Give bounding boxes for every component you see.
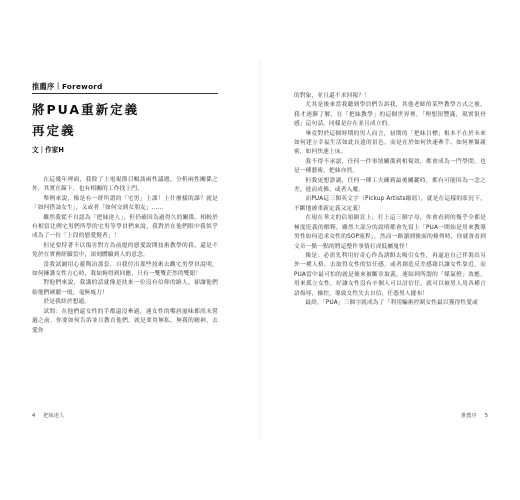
section-rule (32, 93, 218, 94)
running-title: 把妹達人 (43, 413, 65, 419)
paragraph: 雖然我從不自認為「把妹達人」，但仍確因為過得久的關係，相較於有相當比例宅男們所學的宅男等學員們來說，我對於在他們眼中我似乎成為了一位「上段的戀愛賢者」！ (32, 214, 218, 240)
right-page (262, 0, 520, 500)
paragraph: 對他們來說，我講的話就像是扶來一位沒有信仰的路人，卻讓他們始他們硬聽一般，毫無威力！ (32, 280, 218, 296)
paragraph: 舉例來說，像是有一群所謂的「宅男」上課！上什麼樣的課？就是「如何搭訕女生」，又或者「如何交到女朋友」…… (32, 195, 218, 212)
paragraph: 但是要特著不以傷害對方為前提的戀愛說開技術教學的我，還是不免於在實務經驗當中，深刻體驗到人的意念。 (32, 242, 218, 259)
paragraph: 在這幾年裡面，我除了上電視節目暢談兩性議題、分析兩性關係之外，其實在線下，也有相關的工作找上門。 (32, 177, 218, 193)
running-title: 推薦序 (461, 413, 477, 419)
left-page (0, 0, 258, 500)
paragraph: 我不得不承認，任何一件事情關係到相報效，都會成為一門學問，也是一種藝術，把妹亦然。 (294, 158, 486, 175)
paragraph: 像是：必需先利用好奇心作為誘餌去吸引女性，再逼迫自己伴裝出另外一種人格，去取得女性的信任感，或者創造反差感藉以讓女性靠近，而PUA當中最可怕的就是後來被斷章取義，連結到所謂的「煤氣燈」效應，用來孤立女性，好讓女性沒有辛個人可以討信任，就可以被男人用各種言語侮辱，操控，導致女性失去自信，任憑男人擺布！ (294, 252, 486, 297)
paragraph: 最終，「PUA」三個字就成為了「利用騙術控制女性最以獲得性愛或 (305, 299, 478, 306)
paragraph: 的對象，並且還不求回報？！ (294, 93, 370, 99)
page-title-line-1: 將PUA重新定義 (32, 102, 140, 117)
left-folio (32, 412, 64, 419)
page-number: 4 (32, 413, 36, 419)
paragraph: 試問：在他們還女性的手都還沒牽過，連女性的嘴唇滋味都尚未嘗過之前，你要如何告訴並且教育他們，就是要用無私、無我的精神，去愛你 (32, 308, 218, 334)
paragraph: 當我試圖用心靈陶冶那套，自我付出那些技術去觀宅男學員說明，如何擁護女性方心時，我如夠得到回應，只有一雙雙茫然的雙眼！ (32, 261, 218, 278)
right-body-text (294, 92, 486, 308)
paragraph: 在現在華文的佔領網頁上，打上這三個字母，你會看到的幾乎全都是極度貶義的解釋，雖然大部分的說明都會先寫上「PUA一開始是用來教導男性如何追求女性的SOP流程」，然而一路讀到後面的條列時，你就會看到文章一點一點的將這整件事情打成低屬鬼怪！ (294, 215, 486, 250)
paragraph: 尤其是後來當我聽到學員們告訴我，其他老師的某些教學方式之後，我才逐漸了解，在「把妹教學」的這個世界裡，「理想很豐滿，現實很骨感」這句話，同樣是存在並且成立的。 (294, 102, 486, 128)
right-folio (461, 412, 488, 419)
paragraph: 而PUA這三個英文字（Pickup Artists縮寫），就是在這樣的狀況下，不斷地被重新定義又定義！ (294, 196, 486, 212)
paragraph: 但我更想證調，任何一種工夫練到最後關鍵時，都有可能因為一念之差，進而成佛、或者入魔。 (294, 177, 486, 194)
paragraph: 畢竟對於這個時期的男人而言，初期的「把妹目標」根本不在於未來如何建立幸福生活如此長遠的景色，而是在於如何快速牽手、如何裡緊親密，如何快速上床。 (294, 130, 486, 156)
author-credit: 文｜作家H (32, 146, 64, 154)
page-title-line-2: 再定義 (32, 123, 76, 138)
page-number: 5 (484, 413, 488, 419)
left-body-text (32, 176, 218, 336)
paragraph: 於是我終於想通。 (43, 299, 91, 306)
section-label: 推薦序｜Foreword (32, 82, 103, 91)
